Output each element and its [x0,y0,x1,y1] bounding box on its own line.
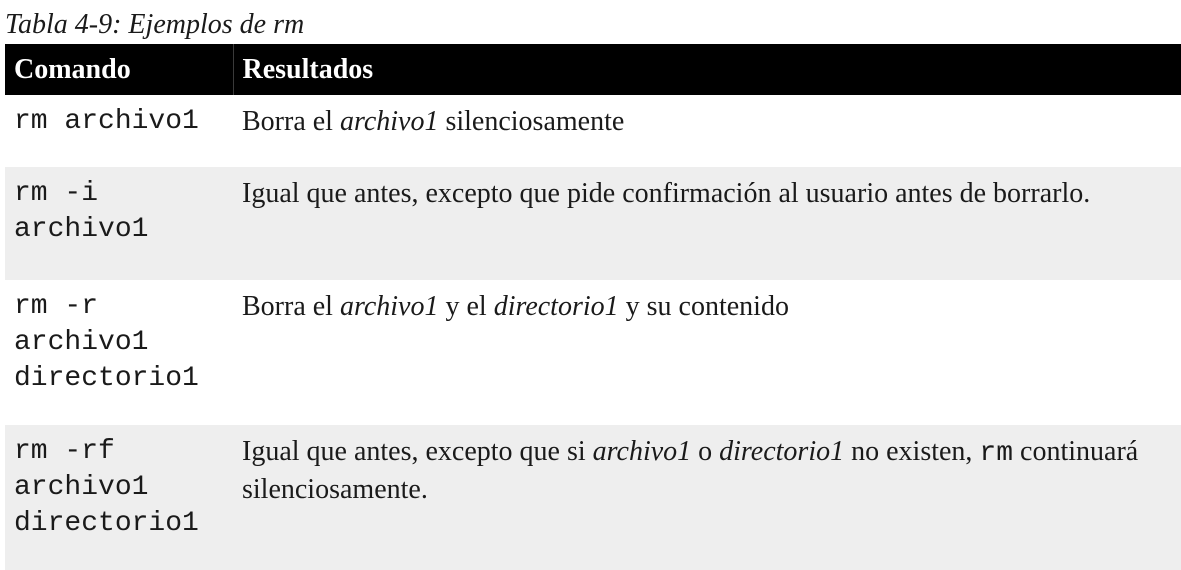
command-line: rm -rf [14,436,115,467]
result-text: Borra el [242,291,340,322]
column-header-command: Comando [5,44,233,95]
column-header-results: Resultados [233,44,1181,95]
result-cell [233,425,1181,570]
command-line: archivo1 [14,214,149,245]
result-text: Igual que antes, excepto que pide confirmación al usuario antes de borrarlo. [242,178,1091,209]
table-row [5,425,1181,570]
command-line: rm -i [14,178,99,209]
table-row [5,95,1181,167]
result-cell [233,167,1181,280]
command-line: directorio1 [14,363,199,394]
command-cell [5,95,233,167]
result-text: y el [438,291,494,322]
result-text: no existen, [844,436,980,467]
rm-examples-table [5,44,1181,570]
command-line: rm archivo1 [14,106,199,137]
result-text: Igual que antes, excepto que si [242,436,593,467]
emphasized-term: archivo1 [339,291,439,322]
command-cell [5,167,233,280]
result-cell [233,95,1181,167]
result-cell [233,280,1181,425]
command-line: archivo1 [14,472,149,503]
emphasized-term: directorio1 [719,436,845,467]
inline-code: rm [979,438,1014,469]
command-line: directorio1 [14,508,199,539]
command-line: rm -r [14,291,99,322]
table-row [5,167,1181,280]
table-header [5,44,1181,95]
result-text: o [691,436,720,467]
result-text: Borra el [242,106,340,137]
result-text: continuará silenciosamente. [242,436,1139,505]
table-caption: Tabla 4-9: Ejemplos de rm [5,9,305,40]
emphasized-term: archivo1 [339,106,439,137]
command-cell [5,425,233,570]
emphasized-term: directorio1 [493,291,619,322]
header-row [5,44,1181,95]
result-text: silenciosamente [438,106,625,137]
table-row [5,280,1181,425]
result-text: y su contenido [618,291,789,322]
command-line: archivo1 [14,327,149,358]
emphasized-term: archivo1 [592,436,692,467]
table-body [5,95,1181,570]
command-cell [5,280,233,425]
